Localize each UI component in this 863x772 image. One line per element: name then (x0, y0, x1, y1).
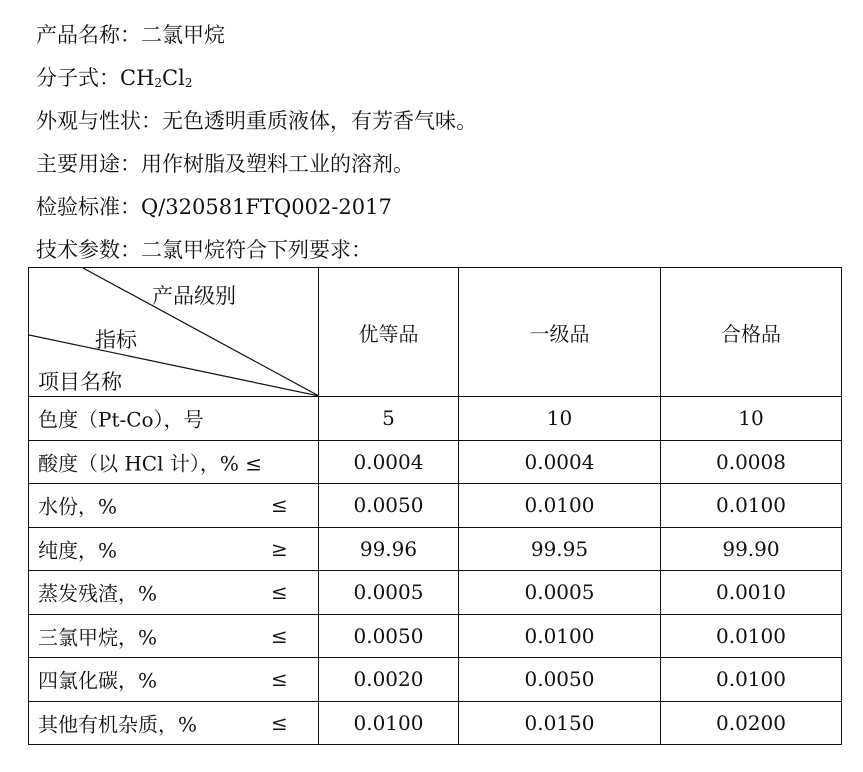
value-cell: 0.0100 (319, 701, 459, 745)
table-row (29, 571, 842, 615)
item-label: 项目名称 (38, 370, 122, 394)
table-row (29, 484, 842, 528)
formula-c: CH (120, 66, 155, 90)
value-cell: 0.0004 (319, 440, 459, 484)
value-cell: 0.0005 (459, 571, 661, 615)
value-cell: 0.0020 (319, 658, 459, 702)
value-cell: 0.0150 (459, 701, 661, 745)
value-cell: 0.0100 (661, 614, 842, 658)
formula-sub-1: 2 (154, 76, 163, 90)
appearance-line: 外观与性状：无色透明重质液体，有芳香气味。 (36, 109, 477, 133)
row-comparator: ≤ (271, 710, 288, 735)
row-name: 纯度，% (38, 538, 118, 563)
formula-cl: Cl (162, 66, 185, 90)
row-name: 水份，% (38, 494, 118, 519)
grade-header-first: 一级品 (459, 268, 661, 397)
table-header-row (29, 268, 842, 397)
row-name: 酸度（以 HCl 计），% ≤ (38, 451, 262, 476)
row-comparator: ≥ (271, 536, 288, 561)
formula-line (36, 65, 192, 96)
value-cell: 0.0100 (661, 658, 842, 702)
row-name-cell (29, 527, 319, 571)
row-comparator: ≤ (271, 580, 288, 605)
value-cell: 99.95 (459, 527, 661, 571)
formula-sub-2: 2 (184, 76, 193, 90)
value-cell: 0.0100 (459, 484, 661, 528)
formula-label: 分子式： (36, 66, 120, 90)
table-row (29, 614, 842, 658)
value-cell: 99.90 (661, 527, 842, 571)
value-cell: 0.0050 (319, 484, 459, 528)
value-cell: 0.0004 (459, 440, 661, 484)
index-label: 指标 (95, 328, 137, 352)
value-cell: 0.0010 (661, 571, 842, 615)
row-name-cell (29, 658, 319, 702)
row-name-cell (29, 397, 319, 441)
value-cell: 10 (459, 397, 661, 441)
value-cell: 0.0100 (661, 484, 842, 528)
row-name: 其他有机杂质，% (38, 712, 198, 737)
value-cell: 0.0050 (319, 614, 459, 658)
value-cell: 5 (319, 397, 459, 441)
value-cell: 0.0100 (459, 614, 661, 658)
value-cell: 0.0200 (661, 701, 842, 745)
tech-intro-line: 技术参数：二氯甲烷符合下列要求： (36, 238, 372, 262)
row-name-cell (29, 484, 319, 528)
table-row (29, 701, 842, 745)
table-row (29, 440, 842, 484)
table-row (29, 397, 842, 441)
row-name-cell (29, 614, 319, 658)
grade-header-premium: 优等品 (319, 268, 459, 397)
value-cell: 99.96 (319, 527, 459, 571)
row-name: 色度（Pt-Co），号 (38, 407, 204, 432)
row-name-cell (29, 571, 319, 615)
value-cell: 10 (661, 397, 842, 441)
value-cell: 0.0008 (661, 440, 842, 484)
row-name-cell (29, 701, 319, 745)
diagonal-header-cell (29, 268, 319, 397)
spec-table (28, 267, 842, 745)
row-comparator: ≤ (271, 667, 288, 692)
standard-line: 检验标准：Q/320581FTQ002-2017 (36, 195, 392, 219)
row-name: 蒸发残渣，% (38, 581, 158, 606)
value-cell: 0.0005 (319, 571, 459, 615)
table-row (29, 658, 842, 702)
row-name: 四氯化碳，% (38, 668, 158, 693)
value-cell: 0.0050 (459, 658, 661, 702)
row-name: 三氯甲烷，% (38, 625, 158, 650)
grade-label: 产品级别 (152, 284, 236, 308)
product-name-line: 产品名称：二氯甲烷 (36, 23, 225, 47)
table-row (29, 527, 842, 571)
row-name-cell (29, 440, 319, 484)
row-comparator: ≤ (271, 493, 288, 518)
row-comparator: ≤ (271, 623, 288, 648)
usage-line: 主要用途：用作树脂及塑料工业的溶剂。 (36, 152, 414, 176)
grade-header-qualified: 合格品 (661, 268, 842, 397)
